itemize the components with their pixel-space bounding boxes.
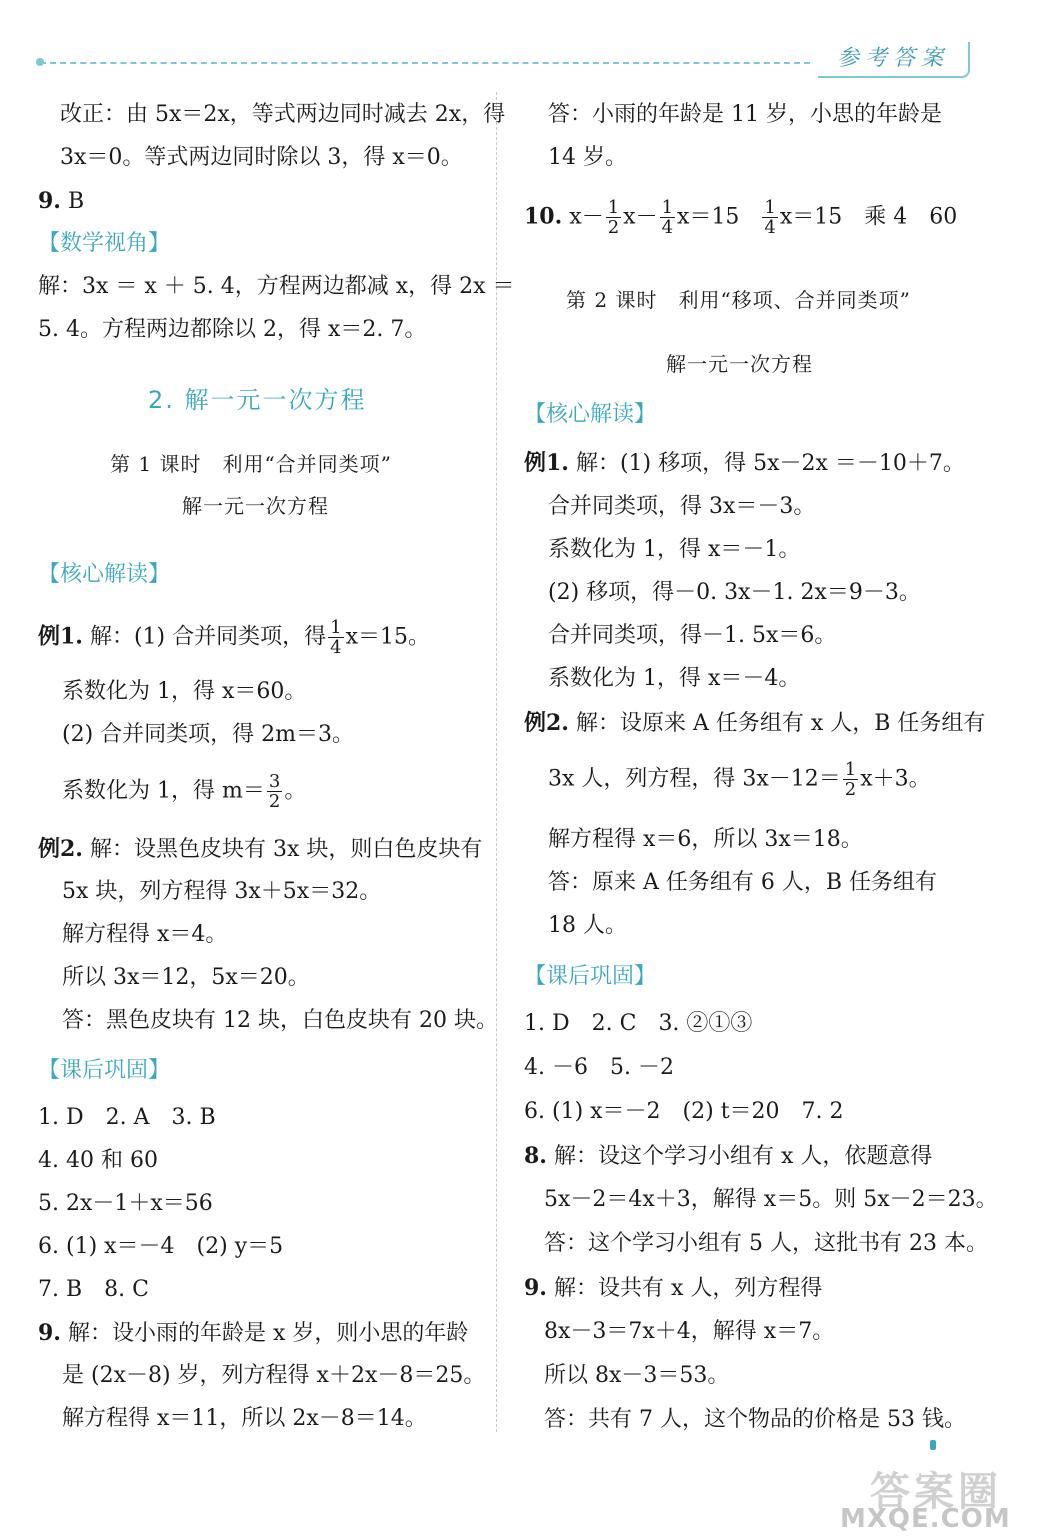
q10-text: x＝15	[677, 204, 740, 230]
section-heading-after-class: 【课后巩固】	[524, 964, 657, 989]
fraction	[328, 618, 343, 657]
example-label: 例1.	[38, 623, 83, 650]
example-1-line: 系数化为 1，得 x＝－4。	[548, 666, 801, 691]
fraction-numerator: 3	[268, 771, 281, 792]
example-text: 。	[284, 778, 307, 804]
answer-line: 答：共有 7 人，这个物品的价格是 53 钱。	[544, 1407, 966, 1432]
answer-line: 答：这个学习小组有 5 人，这批书有 23 本。	[544, 1231, 988, 1256]
example-2-line: 答：黑色皮块有 12 块，白色皮块有 20 块。	[62, 1008, 498, 1033]
header-rule	[40, 62, 810, 64]
answer-line	[38, 1318, 468, 1349]
fraction-numerator: 1	[330, 617, 342, 638]
q10-number: 10.	[524, 203, 563, 230]
fraction	[267, 772, 282, 811]
lesson-title: 第 2 课时 利用“移项、合并同类项”	[566, 288, 911, 312]
example-label: 例2.	[38, 836, 83, 862]
example-text: 解：(1) 合并同类项，得	[89, 624, 327, 650]
fraction-numerator: 1	[764, 197, 776, 218]
fraction-numerator: 1	[844, 759, 857, 780]
fraction	[606, 198, 621, 237]
answer-line: 6. (1) x＝－4 (2) y＝5	[38, 1234, 284, 1259]
q10-text: x－	[569, 204, 604, 230]
q9-value: B	[67, 189, 85, 214]
section-heading-core: 【核心解读】	[524, 402, 657, 427]
answer-line: 所以 8x－3＝53。	[544, 1363, 730, 1388]
lesson-title: 第 1 课时 利用“合并同类项”	[110, 452, 392, 476]
answer-text: 解：设共有 x 人，列方程得	[553, 1276, 823, 1301]
section-heading-core: 【核心解读】	[38, 562, 171, 587]
page-marker	[930, 1440, 936, 1450]
answer-line: 4. 40 和 60	[38, 1148, 158, 1173]
example-text: 解：设原来 A 任务组有 x 人，B 任务组有	[575, 711, 986, 736]
answer-line: 5. 2x－1＋x＝56	[38, 1191, 213, 1216]
fraction-numerator: 1	[661, 197, 674, 218]
answer-line: 解方程得 x＝11，所以 2x－8＝14。	[62, 1406, 427, 1431]
example-1-line: 合并同类项，得－1. 5x＝6。	[548, 623, 837, 648]
q9-answer	[38, 186, 84, 217]
example-2-line	[524, 708, 985, 739]
header-tab: 参考答案	[818, 42, 970, 78]
example-2-line	[38, 834, 482, 865]
answer-line: 1. D 2. C 3. ②①③	[524, 1011, 753, 1036]
example-1-line: (2) 合并同类项，得 2m＝3。	[62, 722, 355, 747]
watermark-url: MXQE.COM	[840, 1504, 1011, 1534]
example-2-line: 答：原来 A 任务组有 6 人，B 任务组有	[548, 870, 938, 895]
right-text-line: 答：小雨的年龄是 11 岁，小思的年龄是	[548, 102, 942, 127]
fraction	[843, 760, 858, 799]
answer-text: 解：设小雨的年龄是 x 岁，则小思的年龄	[67, 1321, 469, 1346]
example-text: x＋3。	[860, 766, 931, 792]
example-1-line	[524, 448, 965, 479]
example-text: 解：(1) 移项，得 5x－2x ＝－10＋7。	[575, 451, 965, 476]
q10-text: x＝15 乘 4 60	[779, 204, 958, 230]
q10-answer	[524, 198, 957, 237]
answer-line: 7. B 8. C	[38, 1277, 149, 1302]
answer-line: 是 (2x－8) 岁，列方程得 x＋2x－8＝25。	[62, 1363, 486, 1388]
example-2-line: 解方程得 x＝6，所以 3x＝18。	[548, 827, 863, 852]
fraction-denominator: 4	[661, 217, 674, 238]
example-1-line: (2) 移项，得－0. 3x－1. 2x＝9－3。	[548, 580, 921, 605]
chapter-title: 2. 解一元一次方程	[148, 386, 367, 414]
answer-number: 9.	[524, 1275, 547, 1301]
right-text-line: 14 岁。	[548, 145, 627, 170]
fraction-denominator: 4	[330, 637, 342, 658]
example-1-line	[62, 772, 306, 811]
example-2-line: 18 人。	[548, 913, 627, 938]
example-1-line: 系数化为 1，得 x＝－1。	[548, 537, 801, 562]
example-text: 解：设黑色皮块有 3x 块，则白色皮块有	[89, 837, 483, 862]
answer-line	[524, 1141, 932, 1172]
q9-number: 9.	[38, 188, 61, 214]
example-text: 3x 人，列方程，得 3x－12＝	[548, 766, 841, 792]
example-2-line: 5x 块，列方程得 3x＋5x＝32。	[62, 879, 382, 904]
watermark-text: 答案圈	[870, 1469, 1002, 1515]
fraction-denominator: 4	[764, 217, 776, 238]
fraction-denominator: 2	[607, 217, 620, 238]
example-1-line: 合并同类项，得 3x＝－3。	[548, 494, 816, 519]
answer-line: 8x－3＝7x＋4，解得 x＝7。	[544, 1319, 835, 1344]
lesson-subtitle: 解一元一次方程	[182, 494, 329, 518]
answer-text: 解：设这个学习小组有 x 人，依题意得	[553, 1144, 933, 1169]
section-heading-math-view: 【数学视角】	[38, 231, 171, 256]
answer-number: 8.	[524, 1143, 547, 1169]
fraction-denominator: 2	[268, 791, 281, 812]
example-label: 例1.	[524, 450, 569, 476]
example-text: 系数化为 1，得 m＝	[62, 778, 265, 804]
example-text: x＝15。	[345, 624, 430, 650]
example-label: 例2.	[524, 710, 569, 736]
fraction	[762, 198, 777, 237]
math-view-line: 解：3x ＝ x ＋ 5. 4，方程两边都减 x，得 2x ＝	[38, 274, 515, 299]
example-1-line: 系数化为 1，得 x＝60。	[62, 679, 307, 704]
example-2-line: 所以 3x＝12，5x＝20。	[62, 965, 310, 990]
answer-line: 4. －6 5. －2	[524, 1055, 674, 1080]
fraction-denominator: 2	[844, 779, 857, 800]
answer-number: 9.	[38, 1320, 61, 1346]
fraction-numerator: 1	[607, 197, 620, 218]
fraction	[660, 198, 675, 237]
answer-line: 1. D 2. A 3. B	[38, 1105, 216, 1130]
example-2-line	[548, 760, 931, 799]
q10-text: x－	[623, 204, 658, 230]
lesson-subtitle: 解一元一次方程	[666, 352, 813, 376]
left-text-line: 3x＝0。等式两边同时除以 3，得 x＝0。	[60, 145, 463, 170]
section-heading-after-class: 【课后巩固】	[38, 1058, 171, 1083]
answer-line	[524, 1273, 822, 1304]
math-view-line: 5. 4。方程两边都除以 2，得 x＝2. 7。	[38, 317, 427, 342]
watermark-logo	[830, 1460, 1030, 1534]
answer-line: 6. (1) x＝－2 (2) t＝20 7. 2	[524, 1099, 844, 1124]
example-2-line: 解方程得 x＝4。	[62, 922, 228, 947]
left-text-line: 改正：由 5x＝2x，等式两边同时减去 2x，得	[60, 102, 506, 127]
answer-line: 5x－2＝4x＋3，解得 x＝5。则 5x－2＝23。	[544, 1187, 998, 1212]
example-1-line	[38, 618, 430, 657]
